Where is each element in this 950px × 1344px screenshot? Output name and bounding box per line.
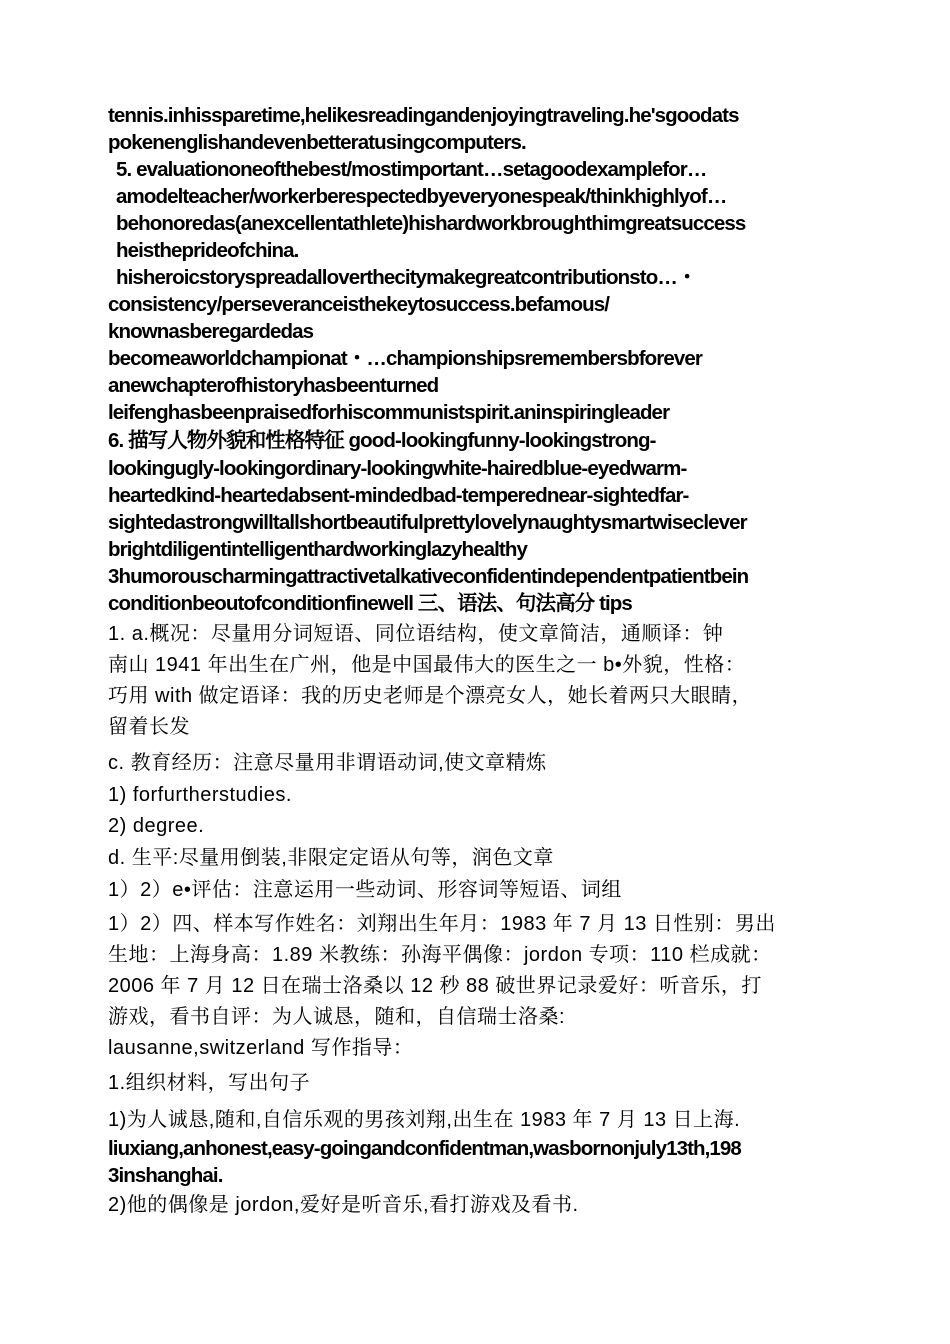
text-line: c. 教育经历：注意尽量用非谓语动词,使文章精炼 bbox=[108, 752, 547, 774]
text-line: leifenghasbeenpraisedforhiscommunistspirit.aninspiringleader bbox=[108, 401, 670, 424]
text-line: heistheprideofchina. bbox=[116, 239, 299, 262]
text-line: sightedastrongwilltallshortbeautifulprettylovelynaughtysmartwiseclever bbox=[108, 511, 747, 534]
text-line: 6. 描写人物外貌和性格特征 good-lookingfunny-lookingstrong- bbox=[108, 429, 656, 452]
text-line: 2)他的偶像是 jordon,爱好是听音乐,看打游戏及看书. bbox=[108, 1194, 579, 1216]
text-line: brightdiligentintelligenthardworkinglazyhealthy bbox=[108, 538, 527, 561]
text-line: amodelteacher/workerberespectedbyeveryonespeak/thinkhighlyof… bbox=[116, 185, 727, 208]
text-line: 1）2）四、样本写作姓名：刘翔出生年月：1983 年 7 月 13 日性别：男出 bbox=[108, 913, 776, 935]
text-line: 1)为人诚恳,随和,自信乐观的男孩刘翔,出生在 1983 年 7 月 13 日上海. bbox=[108, 1109, 741, 1131]
text-line: becomeaworldchampionat・…championshipsremembersbforever bbox=[108, 347, 702, 370]
text-line: hisheroicstoryspreadalloverthecitymakegreatcontributionsto…・ bbox=[116, 266, 697, 289]
text-line: 3humorouscharmingattractivetalkativeconfidentindependentpatientbein bbox=[108, 565, 749, 588]
text-line: 1）2）e•评估：注意运用一些动词、形容词等短语、词组 bbox=[108, 879, 622, 901]
text-line: lookingugly-lookingordinary-lookingwhite-hairedblue-eyedwarm- bbox=[108, 457, 687, 480]
text-line: 巧用 with 做定语译：我的历史老师是个漂亮女人，她长着两只大眼睛， bbox=[108, 685, 753, 707]
text-line: liuxiang,anhonest,easy-goingandconfidentman,wasbornonjuly13th,198 bbox=[108, 1137, 741, 1160]
text-line: 3inshanghai. bbox=[108, 1164, 223, 1187]
text-line: pokenenglishandevenbetteratusingcomputers. bbox=[108, 131, 526, 154]
text-line: 留着长发 bbox=[108, 716, 190, 738]
text-line: conditionbeoutofconditionfinewell 三、语法、句法高分 tips bbox=[108, 592, 632, 615]
text-line: d. 生平:尽量用倒装,非限定定语从句等，润色文章 bbox=[108, 847, 554, 869]
text-line: 1. a.概况：尽量用分词短语、同位语结构，使文章简洁，通顺译：钟 bbox=[108, 623, 724, 645]
text-line: 生地：上海身高：1.89 米教练：孙海平偶像：jordon 专项：110 栏成就： bbox=[108, 944, 772, 966]
text-line: 1.组织材料，写出句子 bbox=[108, 1072, 311, 1094]
text-line: 2006 年 7 月 12 日在瑞士洛桑以 12 秒 88 破世界记录爱好：听音乐，打 bbox=[108, 975, 762, 997]
text-line: 南山 1941 年出生在广州，他是中国最伟大的医生之一 b•外貌，性格： bbox=[108, 654, 746, 676]
text-line: 2) degree. bbox=[108, 815, 205, 837]
text-line: heartedkind-heartedabsent-mindedbad-temperednear-sightedfar- bbox=[108, 484, 689, 507]
text-line: 5. evaluationoneofthebest/mostimportant…setagoodexamplefor… bbox=[116, 158, 707, 181]
text-line: lausanne,switzerland 写作指导： bbox=[108, 1037, 414, 1059]
text-line: knownasberegardedas bbox=[108, 320, 314, 343]
text-line: anewchapterofhistoryhasbeenturned bbox=[108, 374, 439, 397]
text-line: behonoredas(anexcellentathlete)hishardworkbroughthimgreatsuccess bbox=[116, 212, 746, 235]
text-line: consistency/perseveranceisthekeytosuccess.befamous/ bbox=[108, 293, 610, 316]
text-line: 1) forfurtherstudies. bbox=[108, 784, 292, 806]
text-line: 游戏，看书自评：为人诚恳，随和，自信瑞士洛桑: bbox=[108, 1006, 566, 1028]
text-line: tennis.inhissparetime,helikesreadingandenjoyingtraveling.he'sgoodats bbox=[108, 104, 739, 127]
